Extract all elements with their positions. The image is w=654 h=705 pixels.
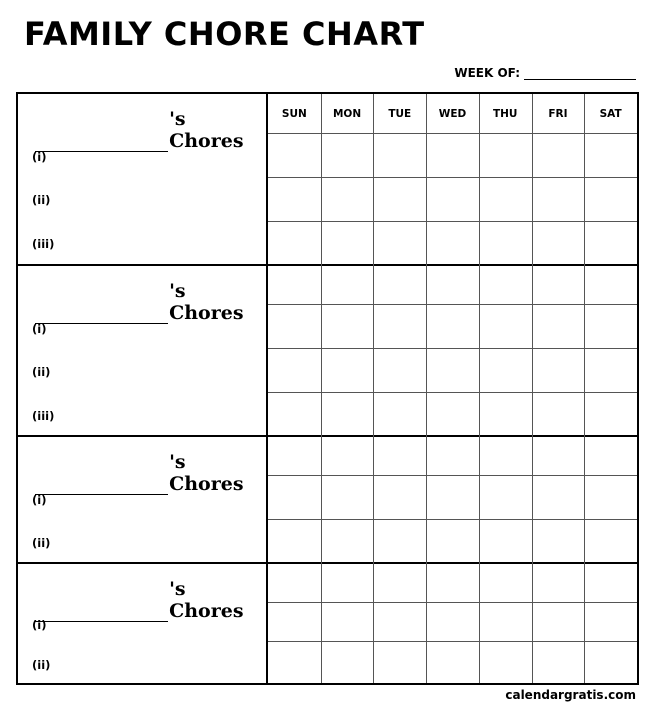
chores-section-1 [18,94,266,265]
row-line [268,177,637,178]
column-line [373,94,374,683]
chores-column [18,94,268,683]
chore-item-label: (iii) [32,237,55,251]
chore-item-label: (ii) [32,658,51,672]
section-divider [268,562,637,564]
name-blank-line[interactable] [35,305,168,324]
chores-section-4 [18,562,266,684]
day-header-thu: THU [492,107,518,120]
row-line [268,602,637,603]
chores-heading [35,578,266,622]
row-line [268,221,637,222]
chore-item-label: (i) [32,150,47,164]
chores-heading [35,451,266,495]
column-line [584,94,585,683]
chore-item-label: (i) [32,493,47,507]
chores-section-2 [18,264,266,435]
name-blank-line[interactable] [35,476,168,495]
day-header-tue: TUE [388,107,412,120]
name-blank-line[interactable] [35,603,168,622]
chore-item-label: (iii) [32,409,55,423]
day-header-sat: SAT [599,107,622,120]
week-of-blank-line[interactable] [524,67,636,80]
chores-section-3 [18,435,266,562]
column-line [532,94,533,683]
row-line [268,519,637,520]
day-header-mon: MON [332,107,362,120]
chores-suffix: 's Chores [169,280,244,324]
header-row-line [268,133,637,134]
page-title: FAMILY CHORE CHART [24,15,425,53]
day-header-wed: WED [438,107,467,120]
chores-suffix: 's Chores [169,578,244,622]
chore-item-label: (i) [32,322,47,336]
chores-suffix: 's Chores [169,108,244,152]
row-line [268,304,637,305]
chore-item-label: (ii) [32,193,51,207]
column-line [426,94,427,683]
chore-item-label: (ii) [32,365,51,379]
section-divider [268,435,637,437]
week-of-label: WEEK OF: [454,66,520,80]
day-header-sun: SUN [281,107,307,120]
row-line [268,475,637,476]
chore-item-label: (i) [32,618,47,632]
chore-item-label: (ii) [32,536,51,550]
chore-chart-table [16,92,639,685]
name-blank-line[interactable] [35,133,168,152]
section-divider [268,264,637,266]
column-line [479,94,480,683]
chores-heading [35,280,266,324]
day-grid [268,94,637,683]
row-line [268,348,637,349]
day-header-fri: FRI [548,107,568,120]
column-line [321,94,322,683]
week-of-field [454,66,636,80]
row-line [268,392,637,393]
row-line [268,641,637,642]
footer-site: calendargratis.com [505,688,636,702]
chores-suffix: 's Chores [169,451,244,495]
chores-heading [35,108,266,152]
